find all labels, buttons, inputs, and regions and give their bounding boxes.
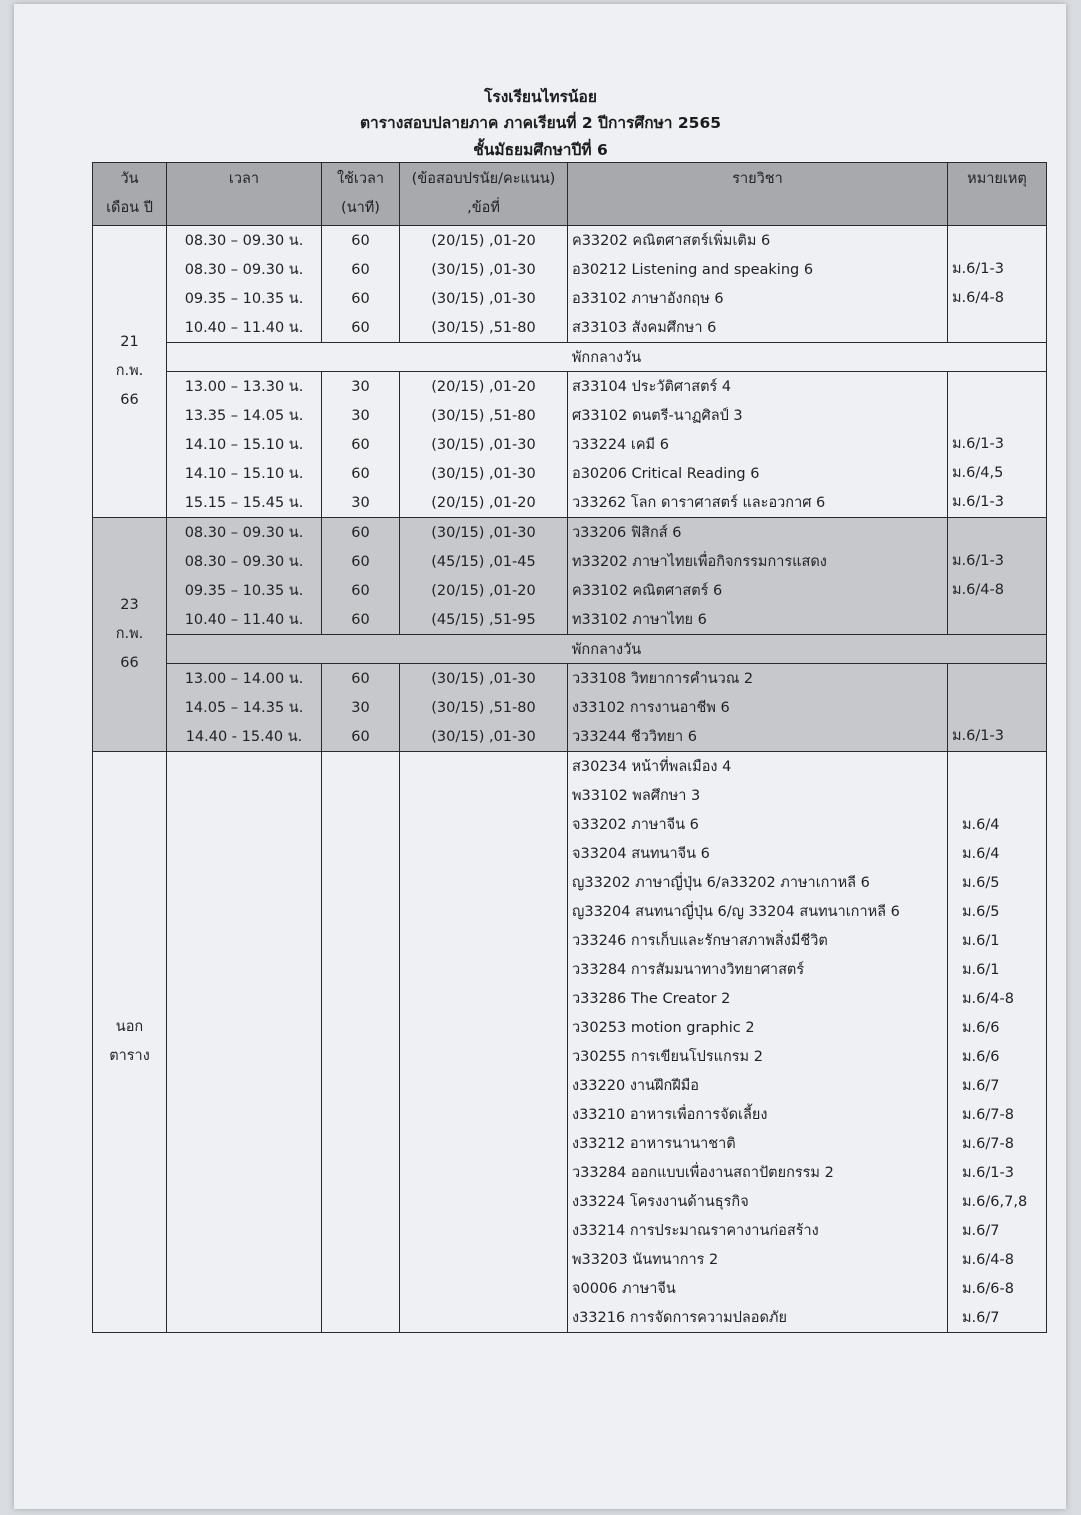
exam-row bbox=[93, 664, 1047, 694]
exam-schedule-table bbox=[92, 162, 1047, 1333]
class-note: ม.6/6 bbox=[948, 1013, 1047, 1042]
exam-subject: ศ33102 ดนตรี-นาฏศิลป์ 3 bbox=[568, 401, 948, 430]
exam-duration-empty bbox=[322, 752, 400, 1333]
class-note: ม.6/7-8 bbox=[948, 1100, 1047, 1129]
exam-subject: ว33262 โลก ดาราศาสตร์ และอวกาศ 6 bbox=[568, 488, 948, 518]
exam-subject: ว33206 ฟิสิกส์ 6 bbox=[568, 518, 948, 548]
exam-items: (30/15) ,01-30 bbox=[400, 664, 568, 694]
exam-items-empty bbox=[400, 752, 568, 1333]
class-note: ม.6/1 bbox=[948, 926, 1047, 955]
class-note: ม.6/1-3 bbox=[952, 261, 1004, 277]
exam-duration: 60 bbox=[322, 284, 400, 313]
exam-row bbox=[93, 547, 1047, 576]
exam-time: 08.30 – 09.30 น. bbox=[167, 547, 322, 576]
exam-row bbox=[93, 313, 1047, 343]
exam-time: 14.10 – 15.10 น. bbox=[167, 430, 322, 459]
exam-subject: ว33244 ชีววิทยา 6 bbox=[568, 722, 948, 752]
exam-date-21-line: 21 bbox=[120, 334, 139, 350]
exam-subject: ง33216 การจัดการความปลอดภัย bbox=[568, 1303, 948, 1333]
exam-duration: 60 bbox=[322, 313, 400, 343]
exam-subject: พ33102 พลศึกษา 3 bbox=[568, 781, 948, 810]
class-note: ม.6/1-3 bbox=[952, 728, 1004, 744]
col-items-header: (ข้อสอบปรนัย/คะแนน) ,ข้อที่ bbox=[400, 163, 568, 226]
exam-row bbox=[93, 722, 1047, 752]
exam-duration: 60 bbox=[322, 547, 400, 576]
exam-subject: ง33224 โครงงานด้านธุรกิจ bbox=[568, 1187, 948, 1216]
exam-subject: จ33204 สนทนาจีน 6 bbox=[568, 839, 948, 868]
exam-duration: 30 bbox=[322, 401, 400, 430]
lunch-break-row bbox=[93, 635, 1047, 664]
exam-time: 15.15 – 15.45 น. bbox=[167, 488, 322, 518]
exam-duration: 30 bbox=[322, 693, 400, 722]
exam-row bbox=[93, 226, 1047, 256]
exam-time: 14.05 – 14.35 น. bbox=[167, 693, 322, 722]
exam-time: 13.35 – 14.05 น. bbox=[167, 401, 322, 430]
exam-subject: ญ33202 ภาษาญี่ปุ่น 6/ล33202 ภาษาเกาหลี 6 bbox=[568, 868, 948, 897]
exam-subject: ท33102 ภาษาไทย 6 bbox=[568, 605, 948, 635]
exam-date-21-line: ก.พ. bbox=[115, 363, 144, 379]
note-cell bbox=[948, 372, 1047, 518]
col-day-header: วัน เดือน ปี bbox=[93, 163, 167, 226]
exam-subject: ส33104 ประวัติศาสตร์ 4 bbox=[568, 372, 948, 402]
exam-row bbox=[93, 401, 1047, 430]
exam-items: (45/15) ,01-45 bbox=[400, 547, 568, 576]
exam-row bbox=[93, 284, 1047, 313]
exam-date-23-line: 23 bbox=[120, 597, 139, 613]
exam-subject: ว33284 การสัมมนาทางวิทยาศาสตร์ bbox=[568, 955, 948, 984]
exam-row bbox=[93, 255, 1047, 284]
class-note: ม.6/1-3 bbox=[952, 436, 1004, 452]
note-cell bbox=[948, 226, 1047, 343]
exam-duration: 60 bbox=[322, 430, 400, 459]
header-row bbox=[93, 163, 1047, 226]
exam-items: (30/15) ,51-80 bbox=[400, 313, 568, 343]
class-note bbox=[948, 781, 1047, 810]
exam-subject: ง33214 การประมาณราคางานก่อสร้าง bbox=[568, 1216, 948, 1245]
exam-subject: ว33286 The Creator 2 bbox=[568, 984, 948, 1013]
note-cell bbox=[948, 518, 1047, 635]
schedule-title: ตารางสอบปลายภาค ภาคเรียนที่ 2 ปีการศึกษา 2565 bbox=[359, 114, 722, 132]
exam-time: 13.00 – 14.00 น. bbox=[167, 664, 322, 694]
lunch-break-row bbox=[93, 343, 1047, 372]
exam-subject: ว30253 motion graphic 2 bbox=[568, 1013, 948, 1042]
exam-duration: 60 bbox=[322, 226, 400, 256]
exam-subject: จ0006 ภาษาจีน bbox=[568, 1274, 948, 1303]
class-note: ม.6/1-3 bbox=[952, 553, 1004, 569]
exam-subject: ว30255 การเขียนโปรแกรม 2 bbox=[568, 1042, 948, 1071]
outside-label-line: ตาราง bbox=[109, 1048, 150, 1064]
exam-duration: 60 bbox=[322, 605, 400, 635]
exam-subject: ค33202 คณิตศาสตร์เพิ่มเติม 6 bbox=[568, 226, 948, 256]
class-note: ม.6/7 bbox=[948, 1071, 1047, 1100]
exam-subject: ญ33204 สนทนาญี่ปุ่น 6/ญ 33204 สนทนาเกาหลี 6 bbox=[568, 897, 948, 926]
exam-duration: 60 bbox=[322, 459, 400, 488]
class-note: ม.6/5 bbox=[948, 897, 1047, 926]
school-name: โรงเรียนไทรน้อย bbox=[484, 88, 597, 106]
exam-items: (20/15) ,01-20 bbox=[400, 488, 568, 518]
exam-time: 08.30 – 09.30 น. bbox=[167, 518, 322, 548]
exam-subject: ว33224 เคมี 6 bbox=[568, 430, 948, 459]
exam-subject: ว33246 การเก็บและรักษาสภาพสิ่งมีชีวิต bbox=[568, 926, 948, 955]
exam-duration: 60 bbox=[322, 722, 400, 752]
exam-subject: ว33108 วิทยาการคำนวณ 2 bbox=[568, 664, 948, 694]
class-note: ม.6/4-8 bbox=[948, 1245, 1047, 1274]
exam-subject: ง33210 อาหารเพื่อการจัดเลี้ยง bbox=[568, 1100, 948, 1129]
class-note: ม.6/7 bbox=[948, 1216, 1047, 1245]
exam-row bbox=[93, 576, 1047, 605]
outside-schedule-label bbox=[93, 752, 167, 1333]
exam-subject: ง33212 อาหารนานาชาติ bbox=[568, 1129, 948, 1158]
class-note: ม.6/5 bbox=[948, 868, 1047, 897]
col-note-header: หมายเหตุ bbox=[948, 163, 1047, 226]
exam-subject: อ33102 ภาษาอังกฤษ 6 bbox=[568, 284, 948, 313]
exam-subject: ค33102 คณิตศาสตร์ 6 bbox=[568, 576, 948, 605]
class-note: ม.6/1-3 bbox=[952, 494, 1004, 510]
exam-subject: ง33102 การงานอาชีพ 6 bbox=[568, 693, 948, 722]
exam-items: (20/15) ,01-20 bbox=[400, 226, 568, 256]
exam-row bbox=[93, 459, 1047, 488]
exam-subject: อ30206 Critical Reading 6 bbox=[568, 459, 948, 488]
exam-date-23 bbox=[93, 518, 167, 752]
exam-duration: 30 bbox=[322, 372, 400, 402]
grade-level: ชั้นมัธยมศึกษาปีที่ 6 bbox=[473, 141, 608, 159]
exam-duration: 30 bbox=[322, 488, 400, 518]
exam-row bbox=[93, 372, 1047, 402]
col-subject-header: รายวิชา bbox=[568, 163, 948, 226]
exam-items: (30/15) ,01-30 bbox=[400, 430, 568, 459]
exam-date-23-line: ก.พ. bbox=[115, 626, 144, 642]
exam-row bbox=[93, 693, 1047, 722]
exam-duration: 60 bbox=[322, 518, 400, 548]
exam-items: (20/15) ,01-20 bbox=[400, 576, 568, 605]
exam-time-empty bbox=[167, 752, 322, 1333]
exam-duration: 60 bbox=[322, 664, 400, 694]
class-note: ม.6/1 bbox=[948, 955, 1047, 984]
class-note bbox=[952, 693, 1042, 722]
lunch-break-label: พักกลางวัน bbox=[167, 343, 1047, 372]
class-note: ม.6/4-8 bbox=[952, 582, 1004, 598]
class-note: ม.6/6 bbox=[948, 1042, 1047, 1071]
class-note: ม.6/4 bbox=[948, 839, 1047, 868]
exam-items: (30/15) ,01-30 bbox=[400, 284, 568, 313]
exam-items: (30/15) ,51-80 bbox=[400, 401, 568, 430]
exam-row bbox=[93, 488, 1047, 518]
exam-date-21-line: 66 bbox=[120, 392, 139, 408]
exam-time: 08.30 – 09.30 น. bbox=[167, 226, 322, 256]
class-note: ม.6/6,7,8 bbox=[948, 1187, 1047, 1216]
outside-label-line: นอก bbox=[115, 1019, 144, 1035]
exam-row bbox=[93, 518, 1047, 548]
exam-subject: ส30234 หน้าที่พลเมือง 4 bbox=[568, 752, 948, 782]
exam-subject: ส33103 สังคมศึกษา 6 bbox=[568, 313, 948, 343]
exam-row bbox=[93, 430, 1047, 459]
exam-date-23-line: 66 bbox=[120, 655, 139, 671]
col-duration-header: ใช้เวลา (นาที) bbox=[322, 163, 400, 226]
class-note bbox=[952, 664, 1042, 693]
exam-items: (30/15) ,01-30 bbox=[400, 255, 568, 284]
exam-subject: อ30212 Listening and speaking 6 bbox=[568, 255, 948, 284]
exam-time: 13.00 – 13.30 น. bbox=[167, 372, 322, 402]
exam-items: (30/15) ,51-80 bbox=[400, 693, 568, 722]
exam-subject: พ33203 นันทนาการ 2 bbox=[568, 1245, 948, 1274]
exam-time: 10.40 – 11.40 น. bbox=[167, 313, 322, 343]
class-note bbox=[952, 401, 1042, 430]
class-note: ม.6/1-3 bbox=[948, 1158, 1047, 1187]
class-note: ม.6/4 bbox=[948, 810, 1047, 839]
exam-items: (30/15) ,01-30 bbox=[400, 459, 568, 488]
exam-items: (20/15) ,01-20 bbox=[400, 372, 568, 402]
exam-items: (30/15) ,01-30 bbox=[400, 722, 568, 752]
exam-items: (30/15) ,01-30 bbox=[400, 518, 568, 548]
exam-subject: จ33202 ภาษาจีน 6 bbox=[568, 810, 948, 839]
outside-row bbox=[93, 752, 1047, 782]
class-note: ม.6/6-8 bbox=[948, 1274, 1047, 1303]
exam-items: (45/15) ,51-95 bbox=[400, 605, 568, 635]
exam-time: 14.10 – 15.10 น. bbox=[167, 459, 322, 488]
lunch-break-label: พักกลางวัน bbox=[167, 635, 1047, 664]
exam-subject: ง33220 งานฝึกฝีมือ bbox=[568, 1071, 948, 1100]
class-note: ม.6/7 bbox=[948, 1303, 1047, 1333]
exam-duration: 60 bbox=[322, 255, 400, 284]
class-note: ม.6/4-8 bbox=[948, 984, 1047, 1013]
exam-subject: ท33202 ภาษาไทยเพื่อกิจกรรมการแสดง bbox=[568, 547, 948, 576]
class-note: ม.6/4,5 bbox=[952, 465, 1004, 481]
class-note: ม.6/7-8 bbox=[948, 1129, 1047, 1158]
class-note: ม.6/4-8 bbox=[952, 290, 1004, 306]
exam-time: 08.30 – 09.30 น. bbox=[167, 255, 322, 284]
exam-row bbox=[93, 605, 1047, 635]
exam-duration: 60 bbox=[322, 576, 400, 605]
exam-time: 14.40 - 15.40 น. bbox=[167, 722, 322, 752]
col-time-header: เวลา bbox=[167, 163, 322, 226]
class-note bbox=[948, 752, 1047, 782]
exam-date-21 bbox=[93, 226, 167, 518]
exam-time: 09.35 – 10.35 น. bbox=[167, 576, 322, 605]
exam-time: 09.35 – 10.35 น. bbox=[167, 284, 322, 313]
exam-time: 10.40 – 11.40 น. bbox=[167, 605, 322, 635]
note-cell bbox=[948, 664, 1047, 752]
exam-subject: ว33284 ออกแบบเพื่องานสถาปัตยกรรม 2 bbox=[568, 1158, 948, 1187]
class-note bbox=[952, 372, 1042, 401]
